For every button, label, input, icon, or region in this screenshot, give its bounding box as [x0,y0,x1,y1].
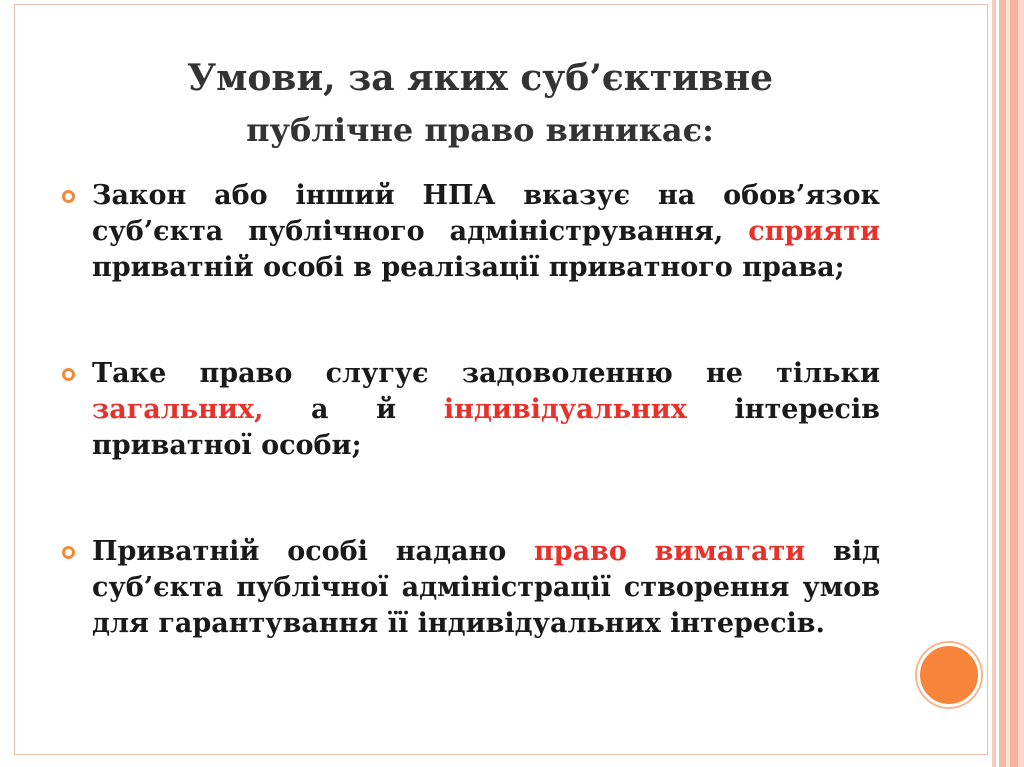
bullet-item [60,178,880,286]
bullet-text-part: а й [263,394,444,425]
bullet-text-part: Таке право слугує задоволенню не тільки [92,358,880,389]
bullet-highlight: загальних, [92,394,264,425]
bullet-text-part: приватній особі в реалізації приватного права; [92,252,845,283]
bullet-highlight: індивідуальних [443,394,687,425]
bullet-text-part: інтересів приватної особи; [92,394,880,461]
bullet-highlight: право вимагати [534,536,806,567]
decorative-stripes [988,0,1024,767]
decorative-circle [917,643,981,707]
bullet-marker-icon [62,190,75,203]
bottom-divider [14,754,988,755]
bullet-text [92,536,880,639]
bullet-text-part: Закон або інший НПА вказує на обов’язок суб’єкта публічного адміністрування, [92,180,880,247]
bullet-text-part: від суб’єкта публічної адміністрації створення умов для гарантування її індивідуальних інтересів. [92,536,881,639]
bullet-marker-icon [62,368,75,381]
title-line-1: Умови, за яких суб’єктивне [186,57,774,99]
bullet-text-part: Приватній особі надано [92,536,534,567]
bullet-item [60,356,880,464]
bullet-text [92,358,880,461]
bullet-list [60,178,880,642]
bullet-text [92,180,880,283]
slide-title [80,52,880,156]
bullet-highlight: сприяти [748,216,880,247]
title-line-2: публічне право виникає: [246,111,714,149]
bullet-item [60,534,880,642]
bullet-marker-icon [62,546,75,559]
